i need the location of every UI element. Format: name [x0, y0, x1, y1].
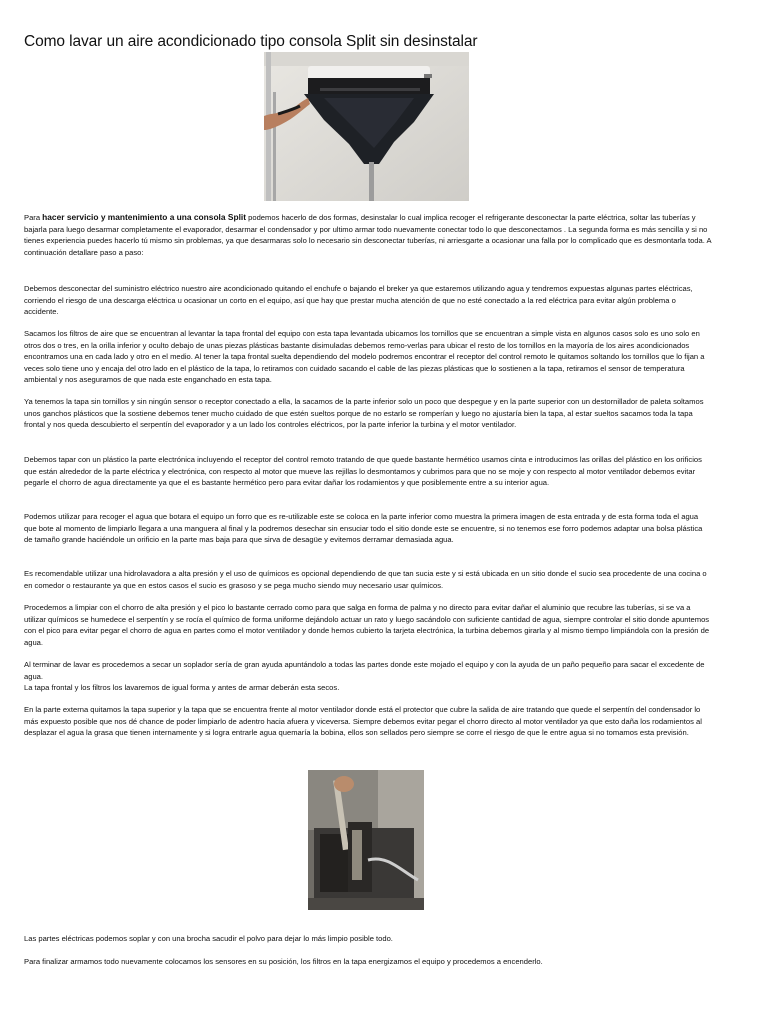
paragraph: Procedemos a limpiar con el chorro de alta presión y el pico lo bastante cerrado como para que salga en forma de palma y no directo para evitar dañar el aluminio que recubre las tuberías, si se va a utilizar químicos se humedece el serpentín y se rocía el químico de forma uniforme dejándolo actuar un rato y luego sacándolo con suficiente cantidad de agua, siempre controlar el sitio donde apuntemos con el pico para evitar pegar el chorro de agua en partes como el motor ventilador y donde hemos cubierto la tarjeta electrónica, la turbina debemos girarla y al mismo tiempo limpiándola con la presión de agua.: [24, 603, 710, 647]
paragraph: Al terminar de lavar es procedemos a secar un soplador sería de gran ayuda apuntándolo a todas las partes donde este mojado el equipo y con la ayuda de un paño pequeño para sacar el excedente de agua. La tapa frontal y los filtros los lavaremos de igual forma y antes de armar deberán esta secos.: [24, 660, 705, 692]
paragraph: Es recomendable utilizar una hidrolavadora a alta presión y el uso de químicos es opcional dependiendo de que tan sucia este y si está ubicada en un sitio donde el sucio sea procedente de una cocina o en comedor o restaurante ya que en estos casos el sucio es grasoso y se pega mucho siendo muy necesario usar químicos.: [24, 569, 707, 590]
paragraph: Sacamos los filtros de aire que se encuentran al levantar la tapa frontal del equipo con esta tapa levantada ubicamos los tornillos que se encuentran a simple vista en algunos casos solo es uno solo en otros dos o tres, en la orilla inferior y oculto debajo de unas piezas plásticas bastante disimuladas debemos remo-verlas para ubicar el resto de los tornillos en la mayoría de los aires acondicionados encontramos una en cada lado y otro en el medio. Al tener la tapa frontal suelta dependiendo del modelo podremos encontrar el receptor del control remoto le quitamos soltando los tornillos que lo fijan a veces solo tiene uno y encaja del otro lado en el plástico de la tapa, lo retiramos con cuidado sacando el cable de las piezas plásticas que lo sostienen a la tapa, retiramos el sensor de temperatura ambiental y nos aseguramos de que nada este enganchado en esta tapa.: [24, 329, 705, 384]
paragraph: Podemos utilizar para recoger el agua que botara el equipo un forro que es re-utilizable este se coloca en la parte inferior como muestra la primera imagen de esta entrada y de esta forma toda el agua que bote al momento de limpiarlo llegara a una manguera al final y la podremos desechar sin ensuciar todo el sitio donde este se encuentre, si no tenemos ese forro podemos adaptar una bolsa plástica de tamaño grande haciéndole un orificio en la parte mas baja para que sirva de desagüe y evitemos derramar demasiada agua.: [24, 512, 703, 544]
paragraph: Para finalizar armamos todo nuevamente colocamos los sensores en su posición, los filtros en la tapa energizamos el equipo y procedemos a encenderlo.: [24, 957, 543, 966]
intro-bold-text: hacer servicio y mantenimiento a una consola Split: [42, 212, 247, 222]
paragraph: Debemos desconectar del suministro eléctrico nuestro aire acondicionado quitando el enchufe o bajando el breker ya que estaremos utilizando agua y tendremos expuestas algunas partes eléctricas, corriendo el riesgo de una descarga eléctrica u ocasionar un corto en el equipo, así que hay que prestar mucha atención de que no esté conectado a la red eléctrica para evitar algún problema o accidente.: [24, 284, 693, 316]
paragraph: Ya tenemos la tapa sin tornillos y sin ningún sensor o receptor conectado a ella, la sacamos de la parte inferior solo un poco que despegue y en la parte superior con un destornillador de paleta soltamos unos ganchos plásticos que la sostiene debemos tener mucho cuidado de que estén sueltos porque de no estarlo se romperían y luego no ajustaría bien la tapa, al estar sueltos sacamos toda la tapa frontal y nos queda descubierto el serpentín del evaporador y a un lado los controles eléctricos, por la parte inferior la turbina y el motor ventilador.: [24, 397, 704, 429]
page-title: Como lavar un aire acondicionado tipo consola Split sin desinstalar: [24, 33, 478, 50]
paragraph: Las partes eléctricas podemos soplar y con una brocha sacudir el polvo para dejar lo más limpio posible todo.: [24, 934, 393, 943]
intro-lead-text: Para: [24, 213, 43, 222]
split-ac-cleaning-cover-photo: [264, 52, 469, 201]
intro-body-text: podemos hacerlo de dos formas, desinstalar lo cual implica recoger el refrigerante desconectar la parte eléctrica, soltar las tuberías y bajarla para luego desarmar completamente el evaporador, desarmar el condensador y por ultimo armar todo nuevamente conectar todo lo que desconectamos . La segunda forma es más sencilla y si no tienes experiencia puedes hacerlo tú mismo sin problemas, ya que desarmaras solo lo necesario sin desconectar tuberías, ni arriesgarte a ocasionar una falla por lo complicado que es desmontarla toda. A continuación detallare paso a paso:: [24, 213, 712, 257]
condenser-pressure-wash-photo: [308, 770, 424, 910]
intro-paragraph: [24, 212, 712, 258]
paragraph: En la parte externa quitamos la tapa superior y la tapa que se encuentra frente al motor ventilador donde está el protector que cubre la salida de aire tratando que quede el serpentín del condensador lo más expuesto posible que nos dé chance de poder limpiarlo de adentro hacia afuera y viceversa. Siempre debemos evitar pegar el chorro directo al motor ventilador ya que esto daña los rodamientos al desplazar el agua la grasa que tienen internamente y si logra entrarle agua quemaría la bobina, ellos son sellados pero siempre se corre el riesgo de que le entre agua si no tomamos esta previsión.: [24, 705, 702, 737]
paragraph: Debemos tapar con un plástico la parte electrónica incluyendo el receptor del control remoto tratando de que quede bastante hermético usamos cinta e introducimos las orillas del plástico en los orificios que están alrededor de la parte eléctrica y electrónica, con respecto al motor que mueve las rejillas lo desmontamos y cubrimos para que no se moje y con respecto al motor ventilador debemos evitar pegarle el chorro de agua directamente ya que el es bastante hermético pero para evitar dañar los rodamientos y que posiblemente entre a su interior agua.: [24, 455, 702, 487]
